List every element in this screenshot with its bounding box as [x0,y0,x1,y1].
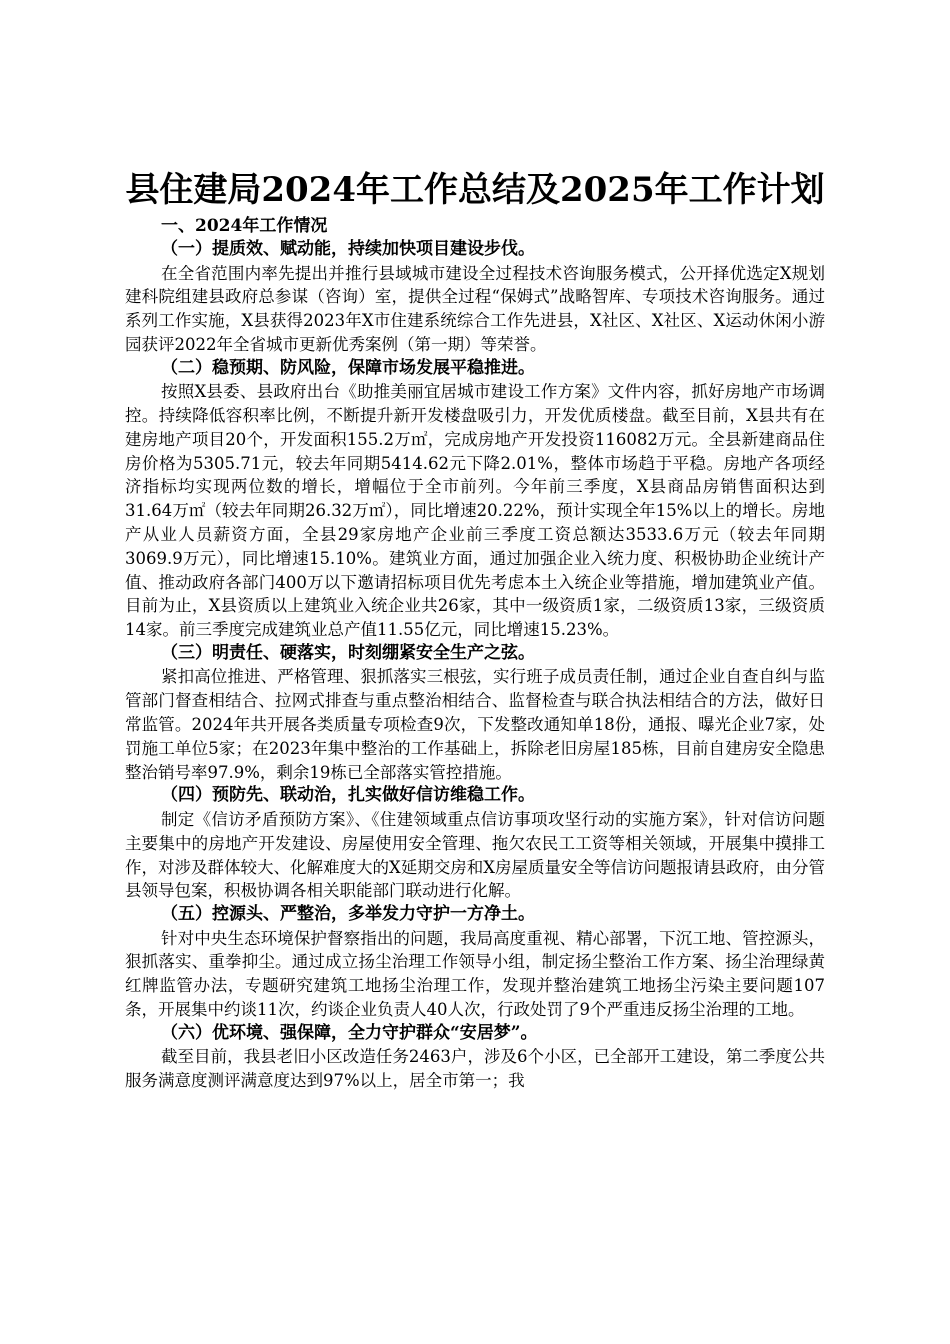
subsection-heading-6: （六）优环境、强保障，全力守护群众“安居梦”。 [161,1022,538,1043]
subsection-paragraph-5: 针对中央生态环境保护督察指出的问题，我局高度重视、精心部署，下沉工地、管控源头，狠抓落实、重拳抑尘。通过成立扬尘治理工作领导小组，制定扬尘整治工作方案、扬尘治理绿黄红牌监管办法，专题研究建筑工地扬尘治理工作，发现并整治建筑工地扬尘污染主要问题107条，开展集中约谈11次，约谈企业负责人40人次，行政处罚了9个严重违反扬尘治理的工地。 [125,928,825,1020]
subsection-heading-2: （二）稳预期、防风险，保障市场发展平稳推进。 [161,357,535,378]
subsection-paragraph-1: 在全省范围内率先提出并推行县域城市建设全过程技术咨询服务模式，公开择优选定X规划建科院组建县政府总参谋（咨询）室，提供全过程“保姆式”战略智库、专项技术咨询服务。通过系列工作实施，X县获得2023年X市住建系统综合工作先进县，X社区、X社区、X运动休闲小游园获评2022年全省城市更新优秀案例（第一期）等荣誉。 [125,263,825,354]
subsection-paragraph-3: 紧扣高位推进、严格管理、狠抓落实三根弦，实行班子成员责任制，通过企业自查自纠与监管部门督查相结合、拉网式排查与重点整治相结合、监督检查与联合执法相结合的方法，做好日常监管。2024年共开展各类质量专项检查9次，下发整改通知单18份，通报、曝光企业7家，处罚施工单位5家；在2023年集中整治的工作基础上，拆除老旧房屋185栋，目前自建房安全隐患整治销号率97.9%，剩余19栋已全部落实管控措施。 [125,667,825,782]
subsection-heading-3: （三）明责任、硬落实，时刻绷紧安全生产之弦。 [161,642,535,663]
subsection-heading-4: （四）预防先、联动治，扎实做好信访维稳工作。 [161,785,535,806]
subsection-paragraph-2: 按照X县委、县政府出台《助推美丽宜居城市建设工作方案》文件内容，抓好房地产市场调控。持续降低容积率比例，不断提升新开发楼盘吸引力，开发优质楼盘。截至目前，X县共有在建房地产项目20个，开发面积155.2万㎡，完成房地产开发投资116082万元。全县新建商品住房价格为5305.71元，较去年同期5414.62元下降2.01%，整体市场趋于平稳。房地产各项经济指标均实现两位数的增长，增幅位于全市前列。今年前三季度，X县商品房销售面积达到31.64万㎡（较去年同期26.32万㎡），同比增速20.22%，预计实现全年15%以上的增长。房地产从业人员薪资方面，全县29家房地产企业前三季度工资总额达3533.6万元（较去年同期3069.9万元），同比增速15.10%。建筑业方面，通过加强企业入统力度、积极协助企业统计产值、推动政府各部门400万以下邀请招标项目优先考虑本土入统企业等措施，增加建筑业产值。目前为止，X县资质以上建筑业入统企业共26家，其中一级资质1家，二级资质13家，三级资质14家。前三季度完成建筑业总产值11.55亿元，同比增速15.23%。 [125,382,825,640]
document-title: 县住建局2024年工作总结及2025年工作计划 [125,170,825,210]
subsection-paragraph-4: 制定《信访矛盾预防方案》、《住建领域重点信访事项攻坚行动的实施方案》，针对信访问题主要集中的房地产开发建设、房屋使用安全管理、拖欠农民工工资等相关领域，开展集中摸排工作，对涉及群体较大、化解难度大的X延期交房和X房屋质量安全等信访问题报请县政府，由分管县领导包案，积极协调各相关职能部门联动进行化解。 [125,809,825,901]
subsection-paragraph-6: 截至目前，我县老旧小区改造任务2463户，涉及6个小区，已全部开工建设，第二季度公共服务满意度测评满意度达到97%以上，居全市第一；我 [125,1047,825,1091]
subsection-heading-5: （五）控源头、严整治，多举发力守护一方净土。 [161,904,535,925]
subsection-heading-1: （一）提质效、赋动能，持续加快项目建设步伐。 [161,239,535,259]
section-heading-2024-work: 一、2024年工作情况 [161,216,328,236]
document-body [125,214,825,1093]
